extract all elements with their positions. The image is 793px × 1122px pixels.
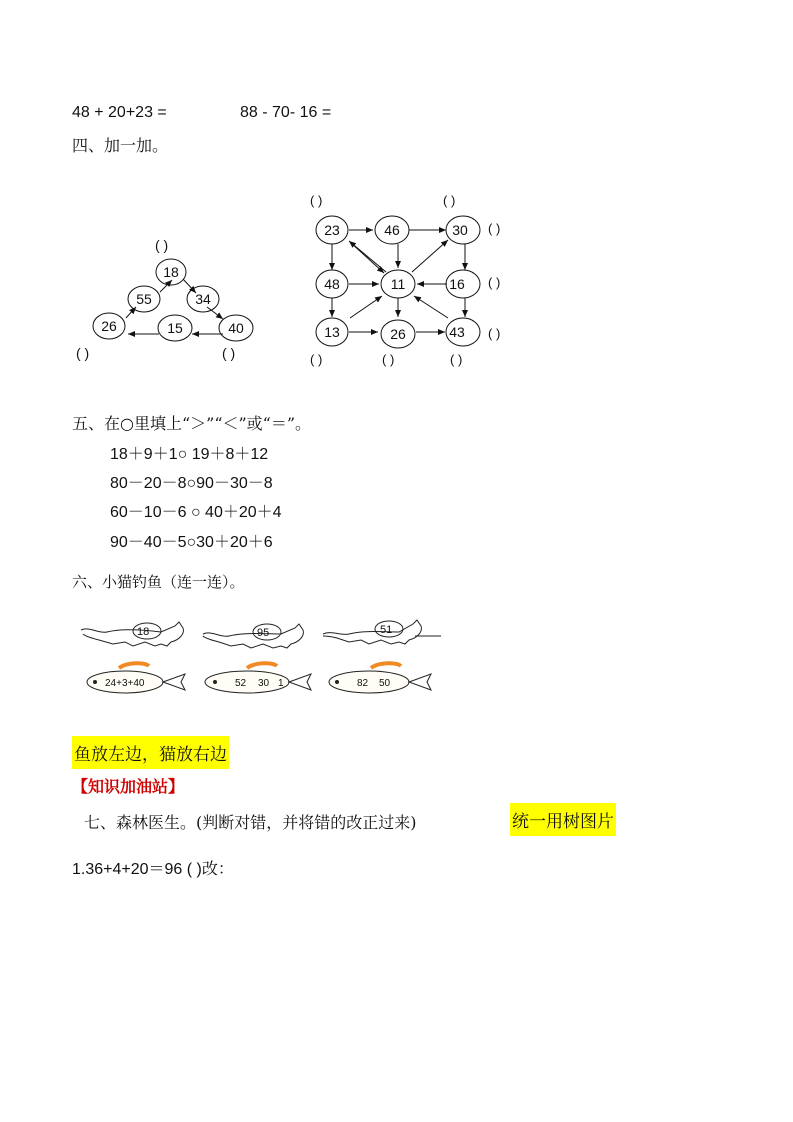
node-23: 23 <box>324 222 340 238</box>
fish-fin <box>247 663 277 668</box>
compare-line-2: 80－20－8○90－30－8 <box>110 475 273 492</box>
answer-paren-col-2[interactable]: ( ) <box>382 352 395 367</box>
compare-line-4: 90－40－5○30＋20＋6 <box>110 534 273 551</box>
node-30: 30 <box>452 222 468 238</box>
node-13: 13 <box>324 324 340 340</box>
arrow <box>412 240 448 272</box>
node-55: 55 <box>136 291 152 307</box>
fish-body <box>205 671 289 693</box>
tree-image-note: 统一用树图片 <box>510 803 616 836</box>
fish-tail <box>163 674 185 690</box>
node-40: 40 <box>228 320 244 336</box>
node-16: 16 <box>449 276 465 292</box>
fish-eye <box>93 680 97 684</box>
arrow <box>183 279 196 293</box>
section-4-title: 四、加一加。 <box>72 136 169 155</box>
section-7-title: 七、森林医生。(判断对错，并将错的改正过来) <box>84 813 417 832</box>
fish-fin <box>119 663 149 668</box>
arrow <box>207 307 223 319</box>
compare-line-3: 60－10－6 ○ 40＋20＋4 <box>110 504 282 521</box>
arrow <box>126 307 136 318</box>
node-18: 18 <box>163 264 179 280</box>
cat-2[interactable] <box>203 624 303 648</box>
knowledge-station-heading: 【知识加油站】 <box>72 777 185 796</box>
arrow <box>414 296 448 318</box>
expression-1: 48 + 20+23 = <box>72 104 167 121</box>
fish-eye <box>335 680 339 684</box>
answer-paren-left[interactable]: ( ) <box>76 345 90 361</box>
addition-diagrams <box>60 180 540 380</box>
node-26: 26 <box>390 326 406 342</box>
answer-paren-row-3[interactable]: ( ) <box>488 326 501 341</box>
node-26: 26 <box>101 318 117 334</box>
node-46: 46 <box>384 222 400 238</box>
fish-eye <box>213 680 217 684</box>
fish-1-expression: 24+3+40 <box>105 678 145 689</box>
fish-tail <box>409 674 431 690</box>
fish-cat-note: 鱼放左边，猫放右边 <box>72 736 229 769</box>
section-5-title: 五、在○里填上“＞”“＜”或“＝”。 <box>72 414 312 433</box>
fish-2-num-b: 30 <box>258 678 270 689</box>
answer-paren-grid-top-left[interactable]: ( ) <box>310 193 323 208</box>
node-43: 43 <box>449 324 465 340</box>
node-11: 11 <box>390 276 406 292</box>
cat-fishing-images <box>75 612 445 700</box>
answer-paren-col-1[interactable]: ( ) <box>310 352 323 367</box>
answer-paren-col-3[interactable]: ( ) <box>450 352 463 367</box>
cat-number-18: 18 <box>137 626 150 638</box>
cat-body <box>203 624 303 648</box>
fish-tail <box>289 674 311 690</box>
arrow <box>349 241 386 272</box>
answer-paren-top[interactable]: ( ) <box>155 237 169 253</box>
fish-3-num-a: 82 <box>357 678 369 689</box>
answer-paren-row-2[interactable]: ( ) <box>488 275 501 290</box>
answer-paren-row-1[interactable]: ( ) <box>488 221 501 236</box>
node-34: 34 <box>195 291 211 307</box>
fish-fin <box>371 663 401 668</box>
node-48: 48 <box>324 276 340 292</box>
node-15: 15 <box>167 320 183 336</box>
expression-2: 88 - 70- 16 = <box>240 104 332 121</box>
cat-body <box>323 620 421 644</box>
doctor-item-1: 1.36+4+20＝96 ( )改： <box>72 861 234 878</box>
arrow <box>350 296 382 318</box>
fish-3-num-b: 50 <box>379 678 391 689</box>
answer-paren-right[interactable]: ( ) <box>222 345 236 361</box>
section-6-title: 六、小猫钓鱼（连一连）。 <box>72 573 245 591</box>
fish-2-num-a: 52 <box>235 678 247 689</box>
compare-line-1: 18＋9＋1○ 19＋8＋12 <box>110 446 269 463</box>
answer-paren-grid-top-right[interactable]: ( ) <box>443 193 456 208</box>
fish-2-num-c: 1 <box>278 678 284 689</box>
cat-body <box>81 622 183 646</box>
fish-body <box>329 671 409 693</box>
cat-number-95: 95 <box>257 627 270 639</box>
cat-1[interactable] <box>81 622 183 646</box>
cat-number-51: 51 <box>380 624 393 636</box>
